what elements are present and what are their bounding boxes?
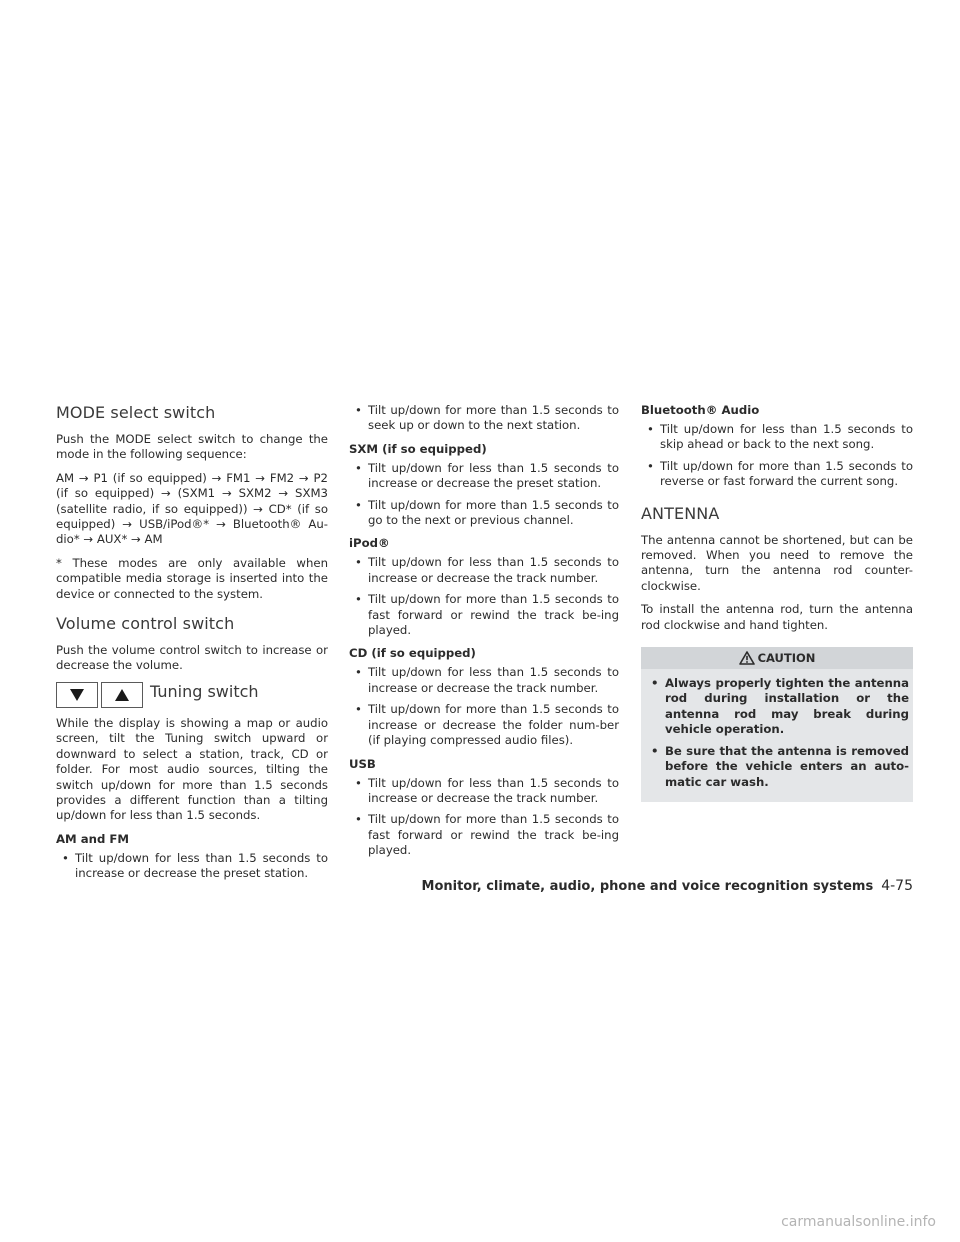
tuning-text: While the display is showing a map or audio screen, tilt the Tuning switch upward or downward to select a station, track, CD or folder. For most audio sources, tilting the switch up/down for more than 1.5 seconds provides a different function than a tilting up/down for less than 1.5 seconds. [56,715,328,823]
amfm-heading: AM and FM [56,831,130,846]
amfm-list [56,851,328,882]
list-item: • Always properly tighten the antenna rod during installation or the antenna rod may break during vehicle operation. [647,676,909,738]
ipod-list [349,555,619,638]
list-item: • Be sure that the antenna is removed before the vehicle enters an auto-matic car wash. [647,744,909,790]
page-footer [422,878,913,894]
cd-heading: CD (if so equipped) [349,646,476,661]
list-item: • Tilt up/down for more than 1.5 seconds to seek up or down to the next station. [349,403,619,434]
triangle-down-icon [70,689,84,701]
mode-heading: MODE select switch [56,403,216,422]
list-item: • Tilt up/down for more than 1.5 seconds to go to the next or previous channel. [349,498,619,529]
ipod-heading: iPod® [349,536,390,551]
sxm-list [349,461,619,529]
tuning-heading: Tuning switch [150,682,259,702]
column-left [56,403,328,890]
caution-box [641,647,913,802]
antenna-heading: ANTENNA [641,503,720,523]
list-item: • Tilt up/down for more than 1.5 seconds to increase or decrease the folder num-ber (if playing compressed audio files). [349,702,619,748]
sxm-heading: SXM (if so equipped) [349,441,487,456]
list-item: • Tilt up/down for more than 1.5 seconds to fast forward or rewind the track be-ing played. [349,592,619,638]
list-item: • Tilt up/down for less than 1.5 seconds to increase or decrease the preset station. [349,461,619,492]
list-item: • Tilt up/down for less than 1.5 seconds to increase or decrease the preset station. [56,851,328,882]
caution-header [641,647,913,669]
list-item: • Tilt up/down for less than 1.5 seconds to increase or decrease the track number. [349,665,619,696]
list-item: • Tilt up/down for more than 1.5 seconds to fast forward or rewind the track be-ing played. [349,812,619,858]
tune-down-key [56,682,98,708]
volume-text: Push the volume control switch to increase or decrease the volume. [56,643,328,673]
volume-heading: Volume control switch [56,614,235,634]
cd-list [349,665,619,748]
caution-label: CAUTION [757,651,816,666]
page-number: 4-75 [881,878,913,894]
bluetooth-list [641,422,913,490]
column-middle [349,403,619,867]
usb-heading: USB [349,756,376,771]
mode-intro: Push the MODE select switch to change the mode in the following sequence: [56,432,328,462]
tuning-heading-row [56,682,328,708]
bluetooth-heading: Bluetooth® Audio [641,403,760,417]
list-item: • Tilt up/down for less than 1.5 seconds to increase or decrease the track number. [349,776,619,807]
list-item: • Tilt up/down for more than 1.5 seconds to reverse or fast forward the current song. [641,459,913,490]
list-item: • Tilt up/down for less than 1.5 seconds to increase or decrease the track number. [349,555,619,586]
watermark-link[interactable]: carmanualsonline.info [781,1214,936,1230]
amfm-list-cont [349,403,619,434]
triangle-up-icon [115,689,129,701]
mode-footnote: * These modes are only available when compatible media storage is inserted into the device or connected to the system. [56,555,328,601]
antenna-text-1: The antenna cannot be shortened, but can be removed. When you need to remove the antenna, turn the antenna rod counter-clockwise. [641,532,913,593]
list-item: • Tilt up/down for less than 1.5 seconds to skip ahead or back to the next song. [641,422,913,453]
mode-sequence: AM → P1 (if so equipped) → FM1 → FM2 → P2 (if so equipped) → (SXM1 → SXM2 → SXM3 (satellite radio, if so equipped)) → CD* (if so equipped) → USB/iPod®* → Bluetooth® Au-dio* → AUX* → AM [56,470,328,547]
antenna-text-2: To install the antenna rod, turn the antenna rod clockwise and hand tighten. [641,602,913,632]
warning-triangle-icon [739,651,755,665]
caution-list [641,669,913,802]
tune-up-key [101,682,143,708]
footer-section-title: Monitor, climate, audio, phone and voice recognition systems [421,879,874,894]
usb-list [349,776,619,859]
column-right [641,403,913,802]
